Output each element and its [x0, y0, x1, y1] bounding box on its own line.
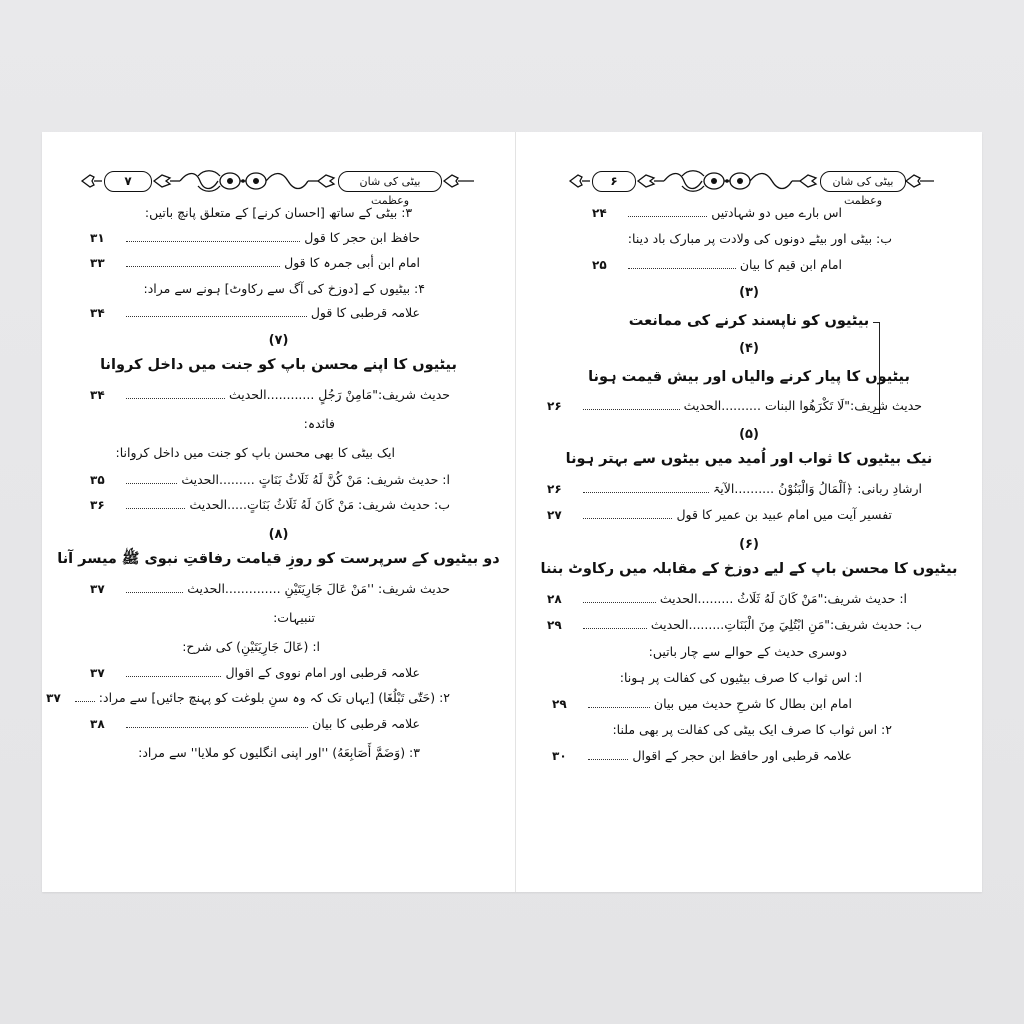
toc-entry-title: ۲: (حَتّٰى تَبْلُغَا) [یہاں تک کہ وہ سنِ بلوغت کو پہنچ جائیں] سے مراد: [98, 690, 450, 705]
dot-leader [628, 268, 736, 269]
toc-subheading: ۲: اس ثواب کا صرف ایک بیٹی کی کفالت پر بھی ملنا: [612, 722, 892, 737]
toc-entry[interactable] [547, 590, 907, 608]
toc-entry-title: ب: حدیث شریف: مَنْ كَانَ لَهُ ثَلَاثُ بَنَاتٍ.....الحدیث [189, 497, 450, 512]
toc-entry-page: ۲۶ [547, 399, 562, 413]
toc-entry[interactable] [90, 496, 450, 514]
dot-leader [126, 508, 185, 509]
toc-entry-page: ۳۴ [90, 306, 105, 320]
toc-subheading: ۴: بیٹیوں کے [دوزخ کی آگ سے رکاوٹ] ہونے سے مراد: [143, 281, 425, 296]
toc-subheading: ا: (عَالَ جَارِيَتَيْنِ) کی شرح: [182, 639, 320, 654]
toc-entry-title: حافظ ابن حجر کا قول [304, 230, 420, 245]
toc-subheading: تنبیہات: [273, 610, 315, 625]
section-number: (۵) [739, 427, 759, 442]
toc-entry-page: ۲۷ [547, 508, 562, 522]
toc-entry-title: اس بارے میں دو شہادتیں [711, 205, 842, 220]
toc-entry[interactable] [90, 580, 450, 598]
toc-entry[interactable] [547, 506, 892, 524]
toc-entry-title: امام ابن قیم کا بیان [739, 257, 842, 272]
dot-leader [126, 676, 221, 677]
section-number: (۶) [739, 537, 759, 552]
toc-entry-page: ۳۷ [46, 691, 61, 705]
toc-entry[interactable] [552, 747, 852, 765]
toc-entry-page: ۳۰ [552, 749, 567, 763]
dot-leader [126, 241, 300, 242]
dot-leader [583, 602, 656, 603]
toc-entry-title: علامہ قرطبی اور امام نووی کے اقوال [225, 665, 420, 680]
section-number: (۴) [739, 341, 759, 356]
toc-entry[interactable] [90, 664, 420, 682]
toc-entry-page: ۳۶ [90, 498, 105, 512]
dot-leader [126, 592, 183, 593]
dot-leader [583, 409, 680, 410]
toc-entry-title: تفسیر آیت میں امام عبید بن عمیر کا قول [676, 507, 892, 522]
right-page [516, 132, 982, 892]
toc-subheading: ایک بیٹی کا بھی محسن باپ کو جنت میں داخل کروانا: [115, 445, 395, 460]
section-heading: دو بیٹیوں کے سرپرست کو روزِ قیامت رفاقتِ نبوی ﷺ میسر آنا [57, 551, 500, 567]
dot-leader [126, 483, 177, 484]
dot-leader [126, 398, 225, 399]
toc-entry-page: ۲۶ [547, 482, 562, 496]
toc-entry-title: حدیث شریف:"مَامِنْ رَجُلٍ ............الحدیث [228, 387, 450, 402]
toc-entry[interactable] [592, 204, 842, 222]
page-number-badge: ۶ [592, 171, 636, 192]
toc-subheading: دوسری حدیث کے حوالے سے چار باتیں: [648, 644, 847, 659]
toc-entry-page: ۲۵ [592, 258, 607, 272]
toc-entry-title: علامہ قرطبی اور حافظ ابن حجر کے اقوال [632, 748, 852, 763]
toc-entry[interactable] [592, 256, 842, 274]
toc-entry[interactable] [547, 397, 922, 415]
toc-entry-title: امام ابن بطال کا شرحِ حدیث میں بیان [653, 696, 852, 711]
section-number: (۷) [268, 333, 289, 348]
toc-entry-page: ۳۷ [90, 582, 105, 596]
toc-entry-title: ا: حدیث شریف:"مَنْ كَانَ لَهُ ثَلَاثُ .........الحدیث [659, 591, 907, 606]
toc-entry[interactable] [46, 689, 450, 707]
toc-subheading: ب: بیٹی اور بیٹے دونوں کی ولادت پر مبارک باد دینا: [627, 231, 892, 246]
dot-leader [583, 492, 709, 493]
toc-entry-title: علامہ قرطبی کا قول [310, 305, 420, 320]
dot-leader [126, 266, 280, 267]
page-number-badge: ۷ [104, 171, 152, 192]
toc-entry-page: ۳۳ [90, 256, 105, 270]
toc-subheading: ا: اس ثواب کا صرف بیٹیوں کی کفالت پر ہونا: [619, 670, 862, 685]
toc-entry-page: ۲۸ [547, 592, 562, 606]
toc-subheading: ۳: بیٹی کے ساتھ [احسان کرنے] کے متعلق پانچ باتیں: [144, 205, 413, 220]
toc-entry-title: علامہ قرطبی کا بیان [312, 716, 420, 731]
toc-entry[interactable] [90, 715, 420, 733]
dot-leader [75, 701, 95, 702]
toc-entry-page: ۳۴ [90, 388, 105, 402]
toc-entry[interactable] [90, 304, 420, 322]
toc-entry-page: ۳۷ [90, 666, 105, 680]
toc-entry[interactable] [90, 254, 420, 272]
dot-leader [583, 518, 672, 519]
dot-leader [126, 316, 307, 317]
toc-entry-page: ۳۸ [90, 717, 105, 731]
section-heading: بیٹیوں کا پیار کرنے والیاں اور بیش قیمت ہونا [588, 369, 910, 385]
section-number: (۸) [268, 527, 289, 542]
section-number: (۳) [739, 285, 759, 300]
toc-entry[interactable] [90, 229, 420, 247]
toc-entry-page: ۲۴ [592, 206, 607, 220]
toc-entry[interactable] [547, 480, 922, 498]
section-heading: نیک بیٹیوں کا ثواب اور اُمید میں بیٹوں سے بہتر ہونا [565, 451, 933, 467]
toc-subheading: ۳: (وَضَمَّ أَصَابِعَهُ) ''اور اپنی انگلیوں کو ملایا'' سے مراد: [138, 745, 420, 760]
toc-entry[interactable] [90, 471, 450, 489]
dot-leader [588, 759, 628, 760]
section-heading: بیٹیوں کا اپنے محسن باپ کو جنت میں داخل کروانا [100, 357, 457, 373]
toc-subheading: فائدہ: [303, 416, 335, 431]
page-header-ornament [80, 165, 476, 207]
book-spread [42, 132, 982, 892]
page-header-ornament [568, 165, 936, 207]
toc-entry[interactable] [90, 386, 450, 404]
section-heading: بیٹیوں کا محسن باپ کے لیے دوزخ کے مقابلہ میں رکاوٹ بننا [540, 561, 958, 577]
section-heading: بیٹیوں کو ناپسند کرنے کی ممانعت [628, 313, 870, 329]
dot-leader [583, 628, 647, 629]
left-page [42, 132, 515, 892]
toc-entry-page: ۲۹ [552, 697, 567, 711]
toc-entry-title: ارشادِ ربانی: ﴿اَلْمَالُ وَالْبَنُوْنُ ..........الآیۃ [712, 481, 922, 496]
toc-entry-title: حدیث شریف: ''مَنْ عَالَ جَارِيَتَيْنِ ..............الحدیث [187, 581, 450, 596]
toc-entry[interactable] [547, 616, 922, 634]
running-title-badge: بیٹی کی شان وعظمت [820, 171, 906, 192]
dot-leader [588, 707, 650, 708]
dot-leader [126, 727, 308, 728]
toc-entry-title: ب: حدیث شریف:"مَنِ ابْتُلِيَ مِنَ الْبَنَاتِ.........الحدیث [650, 617, 922, 632]
toc-entry-page: ۳۵ [90, 473, 105, 487]
dot-leader [628, 216, 707, 217]
toc-entry-page: ۳۱ [90, 231, 105, 245]
toc-entry-title: امام ابن أبی جمرہ کا قول [284, 255, 420, 270]
running-title-badge: بیٹی کی شان وعظمت [338, 171, 442, 192]
toc-entry-title: ا: حدیث شریف: مَنْ كُنَّ لَهُ ثَلَاثُ بَنَاتٍ .........الحدیث [181, 472, 450, 487]
toc-entry[interactable] [552, 695, 852, 713]
toc-entry-title: حدیث شریف:"لَا تَكْرَهُوا البنات ..........الحدیث [683, 398, 922, 413]
toc-entry-page: ۲۹ [547, 618, 562, 632]
